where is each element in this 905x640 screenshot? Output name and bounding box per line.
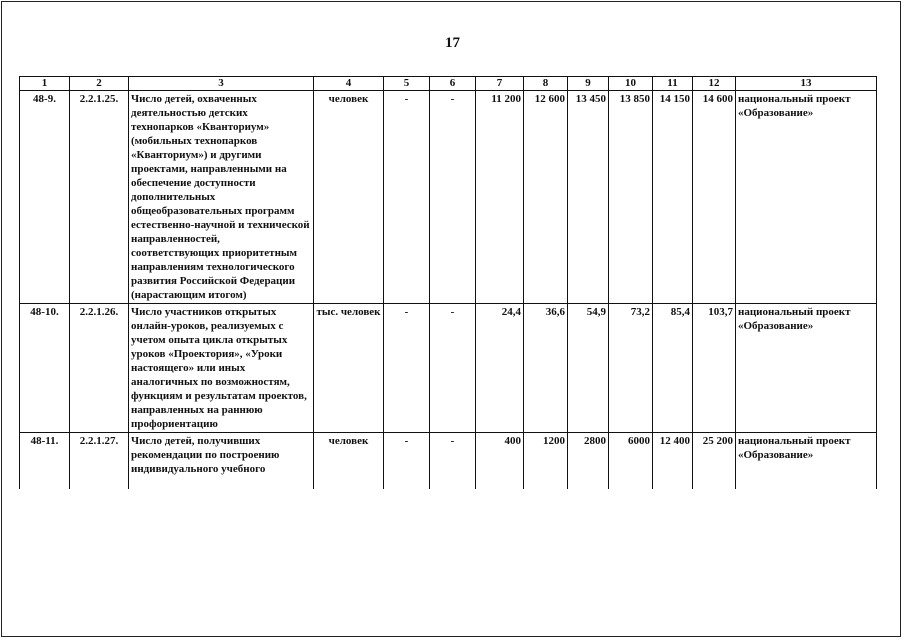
note-cell: национальный проект «Образование» xyxy=(736,91,877,304)
header-cell: 11 xyxy=(653,77,693,91)
header-cell: 1 xyxy=(20,77,70,91)
row-code: 2.2.1.27. xyxy=(70,433,129,490)
header-cell: 4 xyxy=(314,77,384,91)
value-cell: 73,2 xyxy=(609,304,653,433)
row-number: 48-9. xyxy=(20,91,70,304)
value-cell: 36,6 xyxy=(524,304,568,433)
table-row xyxy=(20,304,877,433)
table-header-row xyxy=(20,77,877,91)
value-cell: - xyxy=(384,304,430,433)
value-cell: 1200 xyxy=(524,433,568,490)
indicator-name: Число детей, получивших рекомендации по построению индивидуального учебного xyxy=(129,433,314,490)
value-cell: - xyxy=(384,433,430,490)
unit-cell: тыс. человек xyxy=(314,304,384,433)
note-cell: национальный проект «Образование» xyxy=(736,304,877,433)
row-code: 2.2.1.25. xyxy=(70,91,129,304)
value-cell: 54,9 xyxy=(568,304,609,433)
value-cell: 6000 xyxy=(609,433,653,490)
unit-cell: человек xyxy=(314,433,384,490)
indicator-name: Число детей, охваченных деятельностью детских технопарков «Кванториум» (мобильных технопарков «Кванториум») и другими проектами, направленными на обеспечение доступности дополнительных общеобразовательных программ естественно-научной и технической направленностей, соответствующих приоритетным направлениям технологического развития Российской Федерации (нарастающим итогом) xyxy=(129,91,314,304)
row-code: 2.2.1.26. xyxy=(70,304,129,433)
unit-cell: человек xyxy=(314,91,384,304)
indicator-table xyxy=(19,76,877,489)
table-row xyxy=(20,433,877,490)
header-cell: 10 xyxy=(609,77,653,91)
header-cell: 5 xyxy=(384,77,430,91)
value-cell: 11 200 xyxy=(476,91,524,304)
header-cell: 13 xyxy=(736,77,877,91)
value-cell: 14 150 xyxy=(653,91,693,304)
header-cell: 12 xyxy=(693,77,736,91)
header-cell: 3 xyxy=(129,77,314,91)
value-cell: 103,7 xyxy=(693,304,736,433)
table-row xyxy=(20,91,877,304)
value-cell: 14 600 xyxy=(693,91,736,304)
value-cell: - xyxy=(430,433,476,490)
page-number: 17 xyxy=(445,35,460,51)
value-cell: - xyxy=(430,304,476,433)
header-cell: 6 xyxy=(430,77,476,91)
value-cell: 24,4 xyxy=(476,304,524,433)
header-cell: 8 xyxy=(524,77,568,91)
value-cell: 85,4 xyxy=(653,304,693,433)
value-cell: - xyxy=(384,91,430,304)
value-cell: 13 450 xyxy=(568,91,609,304)
header-cell: 2 xyxy=(70,77,129,91)
value-cell: 400 xyxy=(476,433,524,490)
row-number: 48-11. xyxy=(20,433,70,490)
header-cell: 7 xyxy=(476,77,524,91)
value-cell: 12 600 xyxy=(524,91,568,304)
value-cell: 13 850 xyxy=(609,91,653,304)
row-number: 48-10. xyxy=(20,304,70,433)
value-cell: - xyxy=(430,91,476,304)
indicator-name: Число участников открытых онлайн-уроков, реализуемых с учетом опыта цикла открытых уроков «Проектория», «Уроки настоящего» или иных аналогичных по возможностям, функциям и результатам проектов, направленных на раннюю профориентацию xyxy=(129,304,314,433)
value-cell: 25 200 xyxy=(693,433,736,490)
note-cell: национальный проект «Образование» xyxy=(736,433,877,490)
header-cell: 9 xyxy=(568,77,609,91)
value-cell: 2800 xyxy=(568,433,609,490)
value-cell: 12 400 xyxy=(653,433,693,490)
